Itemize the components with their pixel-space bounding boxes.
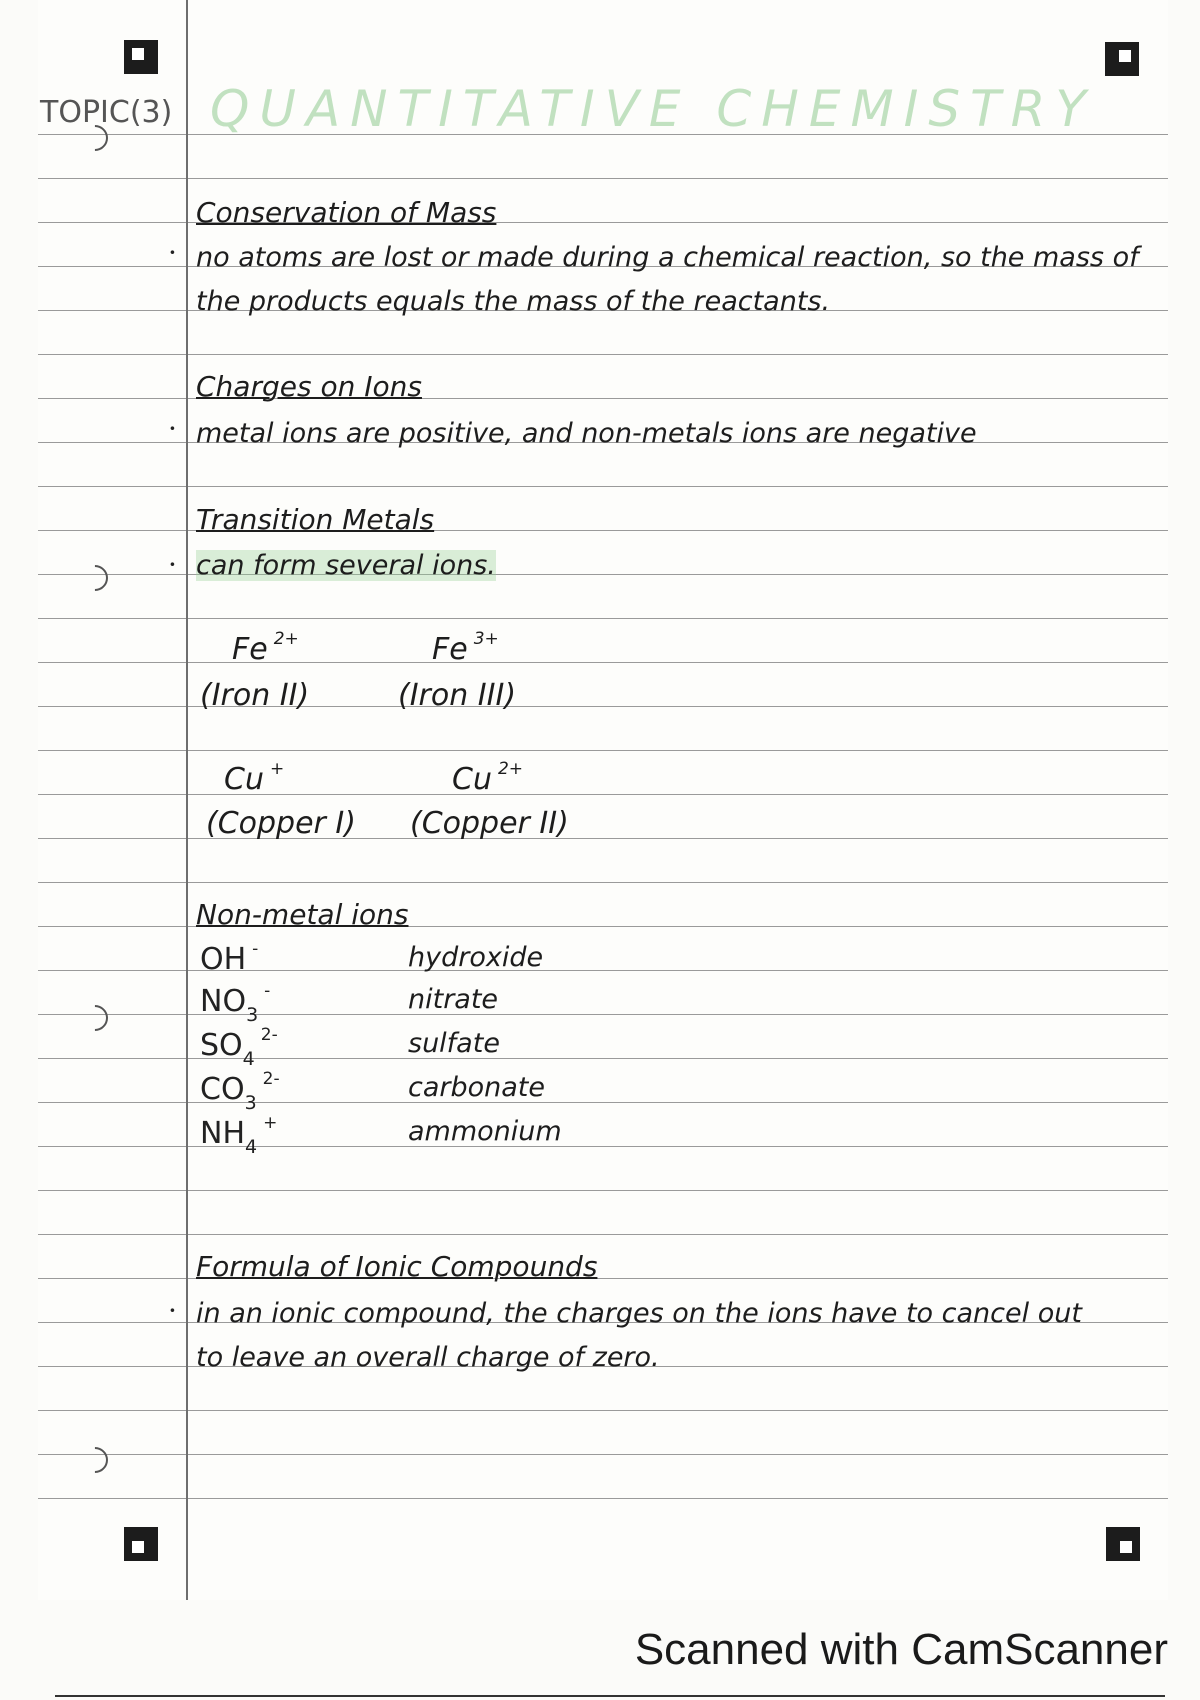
rule-line <box>38 618 1168 619</box>
formula-charge: + <box>263 1113 278 1133</box>
formula-subscript: 3 <box>244 1092 257 1114</box>
ion-cu2 <box>452 759 524 797</box>
rule-line <box>38 1190 1168 1191</box>
ion-charge: + <box>269 759 285 779</box>
charges-line-1: metal ions are positive, and non-metals ions are negative <box>196 418 977 449</box>
rule-line <box>38 486 1168 487</box>
ion-name: (Iron II) <box>200 678 310 713</box>
formula-line-2: to leave an overall charge of zero. <box>196 1342 660 1373</box>
ion-name-sulfate: sulfate <box>408 1028 500 1059</box>
ion-symbol: Cu <box>452 762 492 797</box>
formula-charge: - <box>264 981 271 1001</box>
bullet: · <box>168 236 177 269</box>
rule-line <box>38 662 1168 663</box>
page-title: QUANTITATIVE CHEMISTRY <box>210 80 1096 138</box>
rule-line <box>38 178 1168 179</box>
ion-charge: 2+ <box>273 629 299 649</box>
ion-name: (Copper I) <box>206 806 356 841</box>
formula-line-1: in an ionic compound, the charges on the ions have to cancel out <box>196 1298 1082 1329</box>
conservation-line-1: no atoms are lost or made during a chemical reaction, so the mass of <box>196 242 1139 273</box>
formula-text: NH <box>200 1116 245 1151</box>
ion-name-hydroxide: hydroxide <box>408 942 544 973</box>
transition-line-1: can form several ions. <box>196 550 496 581</box>
topic-label: TOPIC(3) <box>40 95 173 130</box>
scanner-watermark: Scanned with CamScanner <box>634 1625 1168 1674</box>
ion-name-nitrate: nitrate <box>408 984 499 1015</box>
ion-charge: 2+ <box>497 759 524 779</box>
formula-carbonate <box>200 1069 280 1114</box>
formula-nitrate <box>200 981 271 1026</box>
bullet: · <box>168 1294 177 1327</box>
ion-symbol: Cu <box>224 762 264 797</box>
formula-subscript: 3 <box>246 1004 259 1026</box>
ion-symbol: Fe <box>232 632 268 667</box>
section-heading-charges: Charges on Ions <box>196 370 422 403</box>
formula-hydroxide <box>200 939 259 977</box>
rule-line <box>38 1234 1168 1235</box>
section-heading-conservation: Conservation of Mass <box>196 196 497 229</box>
ion-name-carbonate: carbonate <box>408 1072 546 1103</box>
ion-fe3 <box>432 629 499 667</box>
formula-sulfate <box>200 1025 278 1070</box>
conservation-line-2: the products equals the mass of the reactants. <box>196 286 831 317</box>
formula-charge: - <box>252 939 259 959</box>
formula-text: NO <box>200 984 247 1019</box>
footer-divider <box>55 1695 1165 1697</box>
formula-text: CO <box>200 1072 245 1107</box>
rule-line <box>38 882 1168 883</box>
bullet: · <box>168 548 177 581</box>
bullet: · <box>168 412 177 445</box>
ion-cu1 <box>224 759 285 797</box>
corner-marker-icon <box>1105 42 1139 76</box>
rule-line <box>38 1454 1168 1455</box>
corner-marker-icon <box>124 40 158 74</box>
formula-charge: 2- <box>260 1025 278 1045</box>
margin-line <box>186 0 188 1600</box>
formula-subscript: 4 <box>245 1136 258 1158</box>
rule-line <box>38 794 1168 795</box>
rule-line <box>38 1498 1168 1499</box>
section-heading-formula: Formula of Ionic Compounds <box>196 1250 598 1283</box>
corner-marker-icon <box>124 1527 158 1561</box>
ion-symbol: Fe <box>432 632 468 667</box>
formula-ammonium <box>200 1113 278 1158</box>
formula-text: OH <box>200 942 247 977</box>
ion-name: (Copper II) <box>410 806 569 841</box>
ion-charge: 3+ <box>473 629 499 649</box>
formula-text: SO <box>200 1028 243 1063</box>
rule-line <box>38 1410 1168 1411</box>
corner-marker-icon <box>1106 1527 1140 1561</box>
ion-name-ammonium: ammonium <box>408 1116 562 1147</box>
ion-name: (Iron III) <box>398 678 517 713</box>
formula-charge: 2- <box>262 1069 280 1089</box>
formula-subscript: 4 <box>242 1048 255 1070</box>
rule-line <box>38 354 1168 355</box>
rule-line <box>38 750 1168 751</box>
section-heading-nonmetal: Non-metal ions <box>196 898 409 931</box>
ion-fe2 <box>232 629 299 667</box>
section-heading-transition: Transition Metals <box>196 503 435 536</box>
